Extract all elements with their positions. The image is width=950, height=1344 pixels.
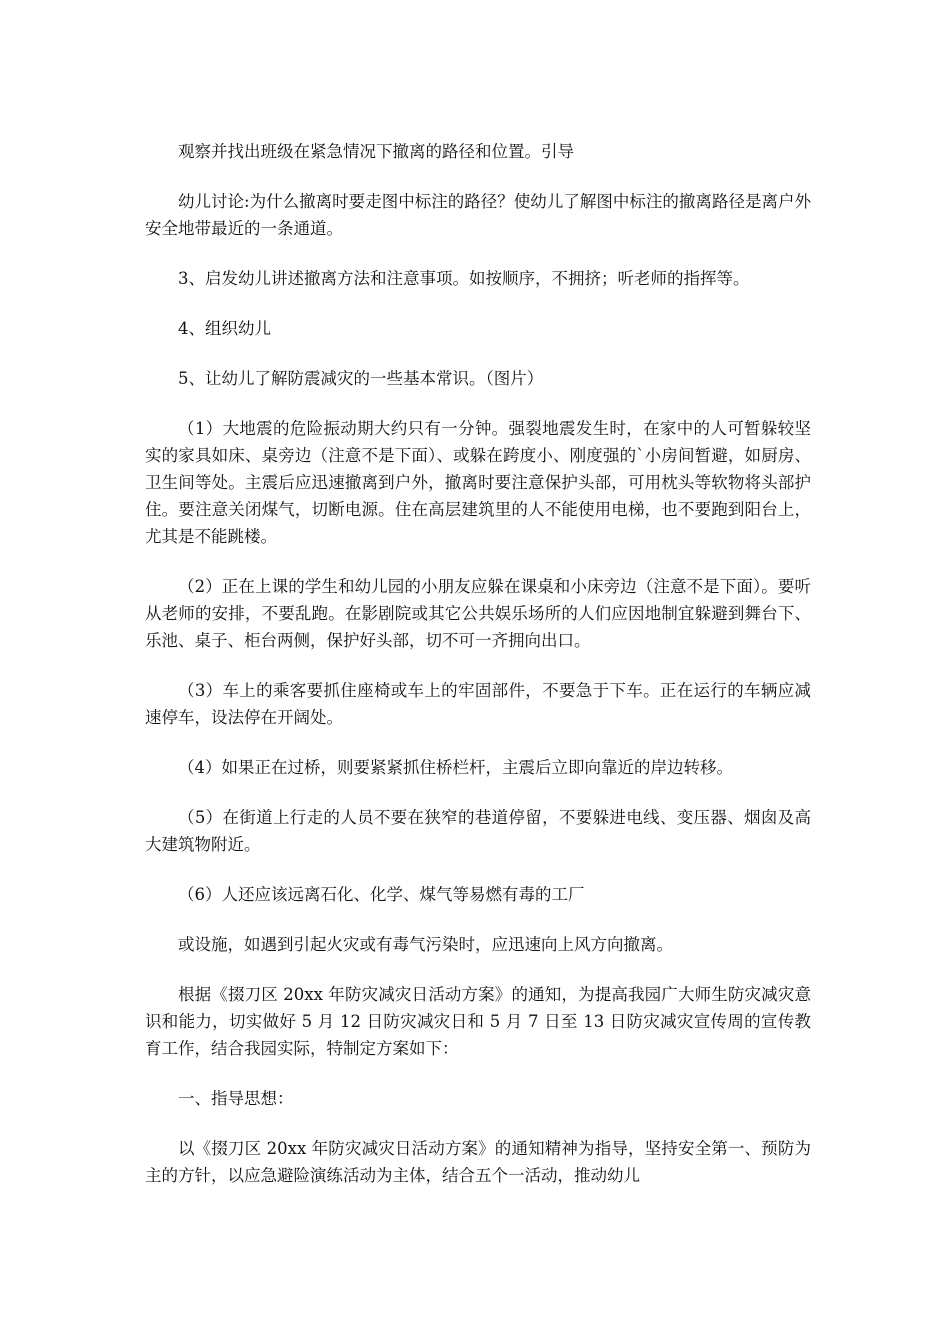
paragraph-item-6-continued: 或设施，如遇到引起火灾或有毒气污染时，应迅速向上风方向撤离。 (178, 935, 673, 954)
paragraph-step-4: 4、组织幼儿 (178, 319, 271, 338)
paragraph-step-5: 5、让幼儿了解防震减灾的一些基本常识。（图片） (178, 369, 544, 388)
paragraph-item-3: （3）车上的乘客要抓住座椅或车上的牢固部件，不要急于下车。正在运行的车辆应减速停车，设法停在开阔处。 (145, 681, 811, 727)
paragraph-discussion: 幼儿讨论:为什么撤离时要走图中标注的路径？使幼儿了解图中标注的撤离路径是离户外安全地带最近的一条通道。 (145, 192, 811, 238)
paragraph-item-2: （2）正在上课的学生和幼儿园的小朋友应躲在课桌和小床旁边（注意不是下面）。要听从老师的安排，不要乱跑。在影剧院或其它公共娱乐场所的人们应因地制宜躲避到舞台下、乐池、桌子、柜台两侧，保护好头部，切不可一齐拥向出口。 (145, 577, 811, 650)
paragraph-step-3: 3、启发幼儿讲述撤离方法和注意事项。如按顺序，不拥挤；听老师的指挥等。 (178, 269, 750, 288)
paragraph-guiding-thought: 以《掇刀区 20xx 年防灾减灾日活动方案》的通知精神为指导，坚持安全第一、预防为主的方针，以应急避险演练活动为主体，结合五个一活动，推动幼儿 (145, 1139, 811, 1185)
paragraph-item-4: （4）如果正在过桥，则要紧紧抓住桥栏杆，主震后立即向靠近的岸边转移。 (178, 758, 733, 777)
paragraph-item-1: （1）大地震的危险振动期大约只有一分钟。强裂地震发生时，在家中的人可暂躲较坚实的家具如床、桌旁边（注意不是下面）、或躲在跨度小、刚度强的`小房间暂避，如厨房、卫生间等处。主震后应迅速撤离到户外，撤离时要注意保护头部，可用枕头等软物将头部护住。要注意关闭煤气，切断电源。住在高层建筑里的人不能使用电梯，也不要跑到阳台上，尤其是不能跳楼。 (145, 419, 811, 546)
paragraph-item-6: （6）人还应该远离石化、化学、煤气等易燃有毒的工厂 (178, 885, 585, 904)
paragraph-observe-route: 观察并找出班级在紧急情况下撤离的路径和位置。引导 (178, 142, 574, 161)
paragraph-item-5: （5）在街道上行走的人员不要在狭窄的巷道停留，不要躲进电线、变压器、烟囱及高大建筑物附近。 (145, 808, 811, 854)
section-heading-guiding-thought: 一、指导思想： (178, 1089, 294, 1108)
document-body (145, 138, 811, 1212)
paragraph-plan-intro: 根据《掇刀区 20xx 年防灾减灾日活动方案》的通知，为提高我园广大师生防灾减灾意识和能力，切实做好 5 月 12 日防灾减灾日和 5 月 7 日至 13 日防灾减灾宣传周的宣传教育工作，结合我园实际，特制定方案如下： (145, 985, 811, 1058)
